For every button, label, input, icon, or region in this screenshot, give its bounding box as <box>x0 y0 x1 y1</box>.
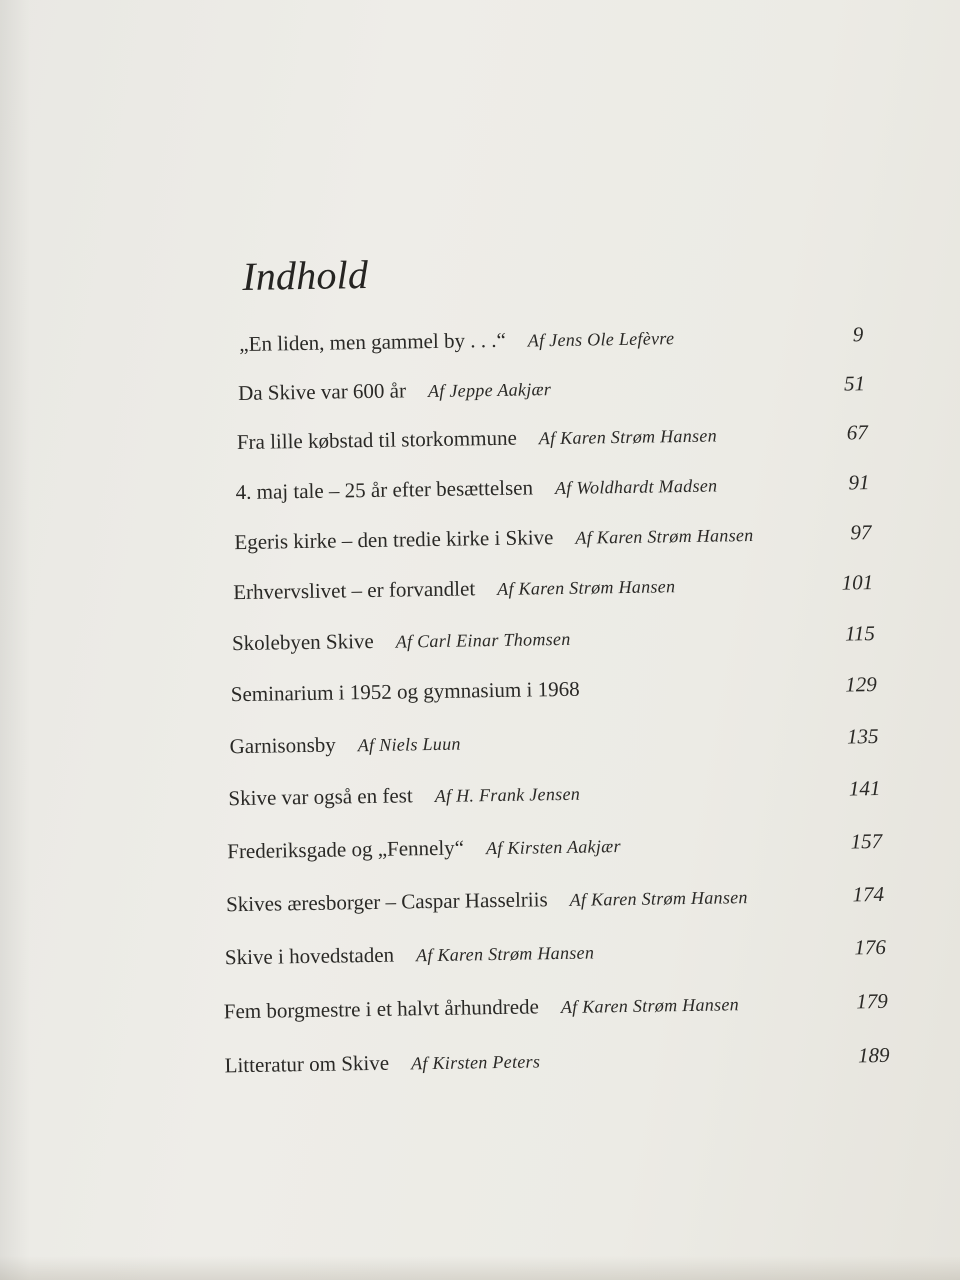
toc-entry <box>226 882 884 926</box>
entry-page-number: 129 <box>845 672 877 697</box>
entry-page-number: 67 <box>846 420 868 445</box>
entry-title: Fra lille købstad til storkommune <box>236 425 517 455</box>
toc-entry <box>227 829 882 873</box>
toc-entry <box>237 420 868 464</box>
toc-entry <box>225 935 886 979</box>
toc-entry <box>231 672 877 716</box>
entry-page-number: 179 <box>856 988 888 1014</box>
entry-page-number: 189 <box>857 1042 890 1068</box>
entry-author: Af Karen Strøm Hansen <box>575 524 754 548</box>
toc-entry <box>238 371 865 415</box>
entry-title: Litteratur om Skive <box>224 1050 390 1078</box>
entry-page-number: 91 <box>848 470 870 495</box>
entry-page-number: 141 <box>848 775 881 801</box>
entry-title: Seminarium i 1952 og gymnasium i 1968 <box>230 676 580 707</box>
entry-author: Af Jens Ole Lefèvre <box>527 328 675 351</box>
entry-page-number: 9 <box>852 322 864 347</box>
toc-entry <box>235 470 869 514</box>
entry-page-number: 51 <box>843 371 866 396</box>
entry-page-number: 97 <box>850 520 872 545</box>
entry-title: Frederiksgade og „Fennely“ <box>227 835 465 864</box>
entry-page-number: 157 <box>850 828 883 854</box>
entry-page-number: 115 <box>844 621 876 646</box>
toc-entry <box>224 1043 889 1087</box>
entry-title: Skolebyen Skive <box>231 628 374 656</box>
entry-author: Af Carl Einar Thomsen <box>395 628 571 652</box>
toc-entry <box>228 776 880 820</box>
toc-entry <box>229 724 878 768</box>
entry-title: Garnisonsby <box>229 732 336 759</box>
entry-title: 4. maj tale – 25 år efter besættelsen <box>235 475 534 505</box>
entry-title: Da Skive var 600 år <box>237 378 407 406</box>
entry-page-number: 176 <box>854 934 887 960</box>
entry-author: Af H. Frank Jensen <box>434 783 581 806</box>
entry-author: Af Niels Luun <box>357 733 461 756</box>
toc-entry <box>234 520 871 564</box>
entry-title: Egeris kirke – den tredie kirke i Skive <box>234 525 554 555</box>
entry-page-number: 135 <box>846 724 879 749</box>
entry-page-number: 174 <box>852 881 885 907</box>
entry-title: Skive var også en fest <box>228 783 413 811</box>
entry-title: Skives æresborger – Caspar Hasselriis <box>225 887 548 917</box>
toc-entry <box>233 570 873 614</box>
entry-author: Af Karen Strøm Hansen <box>538 425 718 449</box>
toc-entry <box>239 322 863 366</box>
entry-author: Af Kirsten Aakjær <box>485 836 621 859</box>
entry-author: Af Karen Strøm Hansen <box>569 887 748 910</box>
toc-entry <box>224 989 888 1033</box>
entry-title: Fem borgmestre i et halvt århundrede <box>223 994 540 1024</box>
toc-entry <box>232 621 875 665</box>
entry-author: Af Karen Strøm Hansen <box>497 576 676 599</box>
entry-page-number: 101 <box>841 570 874 595</box>
entry-author: Af Woldhardt Madsen <box>554 475 718 499</box>
entry-author: Af Kirsten Peters <box>410 1051 541 1074</box>
entry-title: Skive i hovedstaden <box>224 942 395 970</box>
entry-author: Af Jeppe Aakjær <box>427 379 552 402</box>
entry-author: Af Karen Strøm Hansen <box>415 942 595 966</box>
entry-title: Erhvervslivet – er forvandlet <box>233 576 476 605</box>
entry-title: „En liden, men gammel by . . .“ <box>239 327 506 356</box>
entry-author: Af Karen Strøm Hansen <box>560 994 740 1018</box>
toc-heading: Indhold <box>241 251 369 299</box>
